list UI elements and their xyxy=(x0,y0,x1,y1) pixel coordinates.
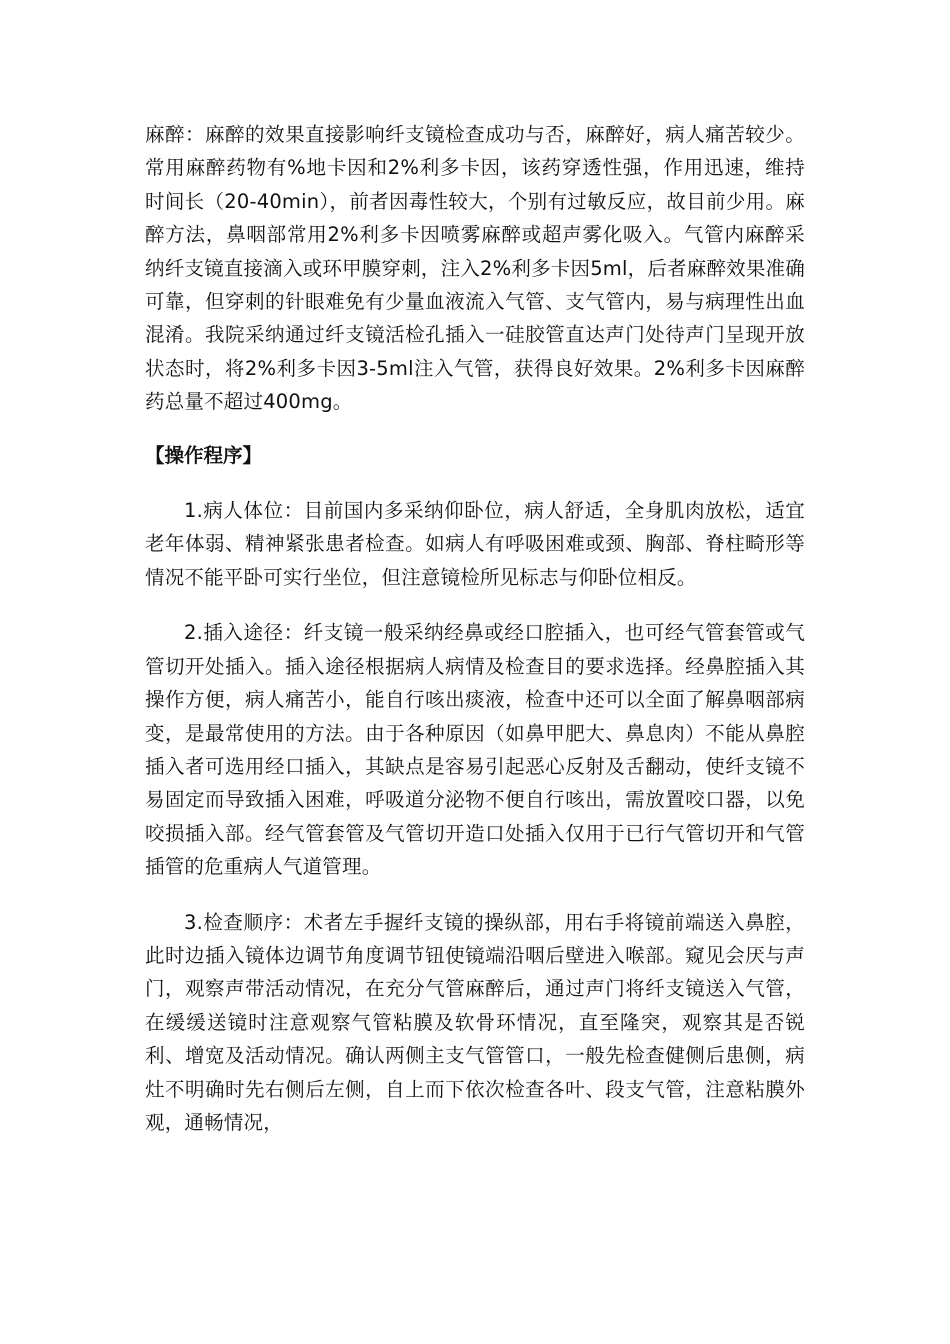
step-insertion-route: 2.插入途径：纤支镜一般采纳经鼻或经口腔插入，也可经气管套管或气管切开处插入。插入途径根据病人病情及检查目的要求选择。经鼻腔插入其操作方便，病人痛苦小，能自行咳出痰液，检查中还可以全面了解鼻咽部病变，是最常使用的方法。由于各种原因（如鼻甲肥大、鼻息肉）不能从鼻腔插入者可选用经口插入，其缺点是容易引起恶心反射及舌翻动，使纤支镜不易固定而导致插入困难，呼吸道分泌物不便自行咳出，需放置咬口器，以免咬损插入部。经气管套管及气管切开造口处插入仅用于已行气管切开和气管插管的危重病人气道管理。 xyxy=(145,621,805,879)
step-examination-order: 3.检查顺序：术者左手握纤支镜的操纵部，用右手将镜前端送入鼻腔，此时边插入镜体边调节角度调节钮使镜端沿咽后壁进入喉部。窥见会厌与声门，观察声带活动情况，在充分气管麻醉后，通过声门将纤支镜送入气管，在缓缓送镜时注意观察气管粘膜及软骨环情况，直至隆突，观察其是否锐利、增宽及活动情况。确认两侧主支气管管口，一般先检查健侧后患侧，病灶不明确时先右侧后左侧，自上而下依次检查各叶、段支气管，注意粘膜外观，通畅情况， xyxy=(145,910,805,1134)
document-page xyxy=(145,118,805,1139)
step-patient-position: 1.病人体位：目前国内多采纳仰卧位，病人舒适，全身肌肉放松，适宜老年体弱、精神紧张患者检查。如病人有呼吸困难或颈、胸部、脊柱畸形等情况不能平卧可实行坐位，但注意镜检所见标志与仰卧位相反。 xyxy=(145,499,805,589)
anesthesia-paragraph: 麻醉：麻醉的效果直接影响纤支镜检查成功与否，麻醉好，病人痛苦较少。常用麻醉药物有%地卡因和2%利多卡因，该药穿透性强，作用迅速，维持时间长（20-40min），前者因毒性较大，个别有过敏反应，故目前少用。麻醉方法，鼻咽部常用2%利多卡因喷雾麻醉或超声雾化吸入。气管内麻醉采纳纤支镜直接滴入或环甲膜穿刺，注入2%利多卡因5ml，后者麻醉效果准确可靠，但穿刺的针眼难免有少量血液流入气管、支气管内，易与病理性出血混淆。我院采纳通过纤支镜活检孔插入一硅胶管直达声门处待声门呈现开放状态时，将2%利多卡因3-5ml注入气管，获得良好效果。2%利多卡因麻醉药总量不超过400mg。 xyxy=(145,123,805,414)
section-heading: 【操作程序】 xyxy=(145,443,263,467)
